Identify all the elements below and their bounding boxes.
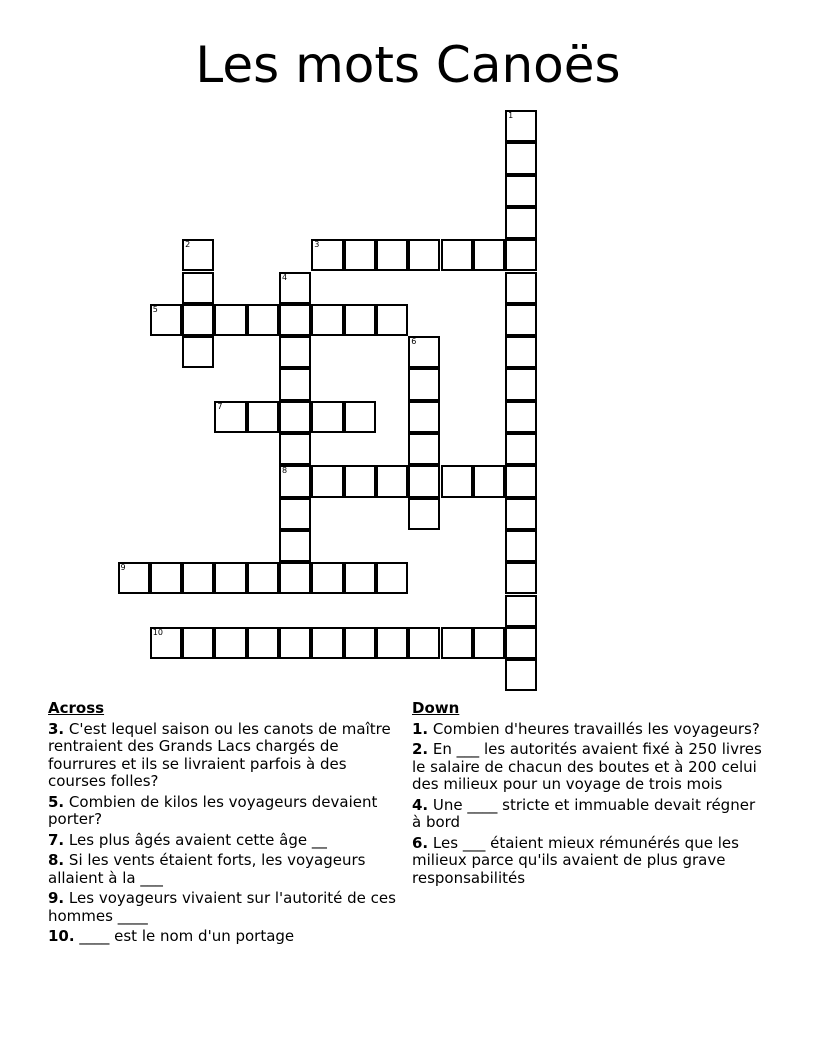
grid-cell[interactable] [441, 627, 473, 659]
clue-text: Les plus âgés avaient cette âge __ [68, 830, 327, 849]
grid-cell[interactable] [311, 562, 343, 594]
grid-cell[interactable] [473, 627, 505, 659]
grid-cell[interactable] [505, 498, 537, 530]
grid-cell[interactable] [247, 401, 279, 433]
grid-cell[interactable] [505, 530, 537, 562]
clue-number: 7. [48, 830, 65, 849]
clue-down-2 [412, 741, 762, 794]
clue-number-label: 4 [282, 272, 288, 282]
grid-cell[interactable] [182, 336, 214, 368]
across-heading: Across [48, 699, 105, 717]
clue-number-label: 10 [152, 627, 163, 637]
clue-number: 3. [48, 719, 65, 738]
grid-cell[interactable] [247, 627, 279, 659]
grid-cell[interactable] [408, 498, 440, 530]
clue-down-4 [412, 797, 762, 832]
clue-number-label: 6 [411, 337, 417, 347]
clue-down-1 [412, 721, 762, 739]
grid-cell[interactable] [344, 627, 376, 659]
clue-across-10 [48, 928, 400, 946]
grid-cell[interactable] [150, 627, 182, 659]
grid-cell[interactable] [214, 401, 246, 433]
grid-cell[interactable] [279, 498, 311, 530]
grid-cell[interactable] [376, 465, 408, 497]
grid-cell[interactable] [505, 627, 537, 659]
grid-cell[interactable] [247, 562, 279, 594]
grid-cell[interactable] [344, 304, 376, 336]
grid-cell[interactable] [279, 465, 311, 497]
clue-number: 4. [412, 795, 429, 814]
grid-cell[interactable] [408, 336, 440, 368]
grid-cell[interactable] [311, 239, 343, 271]
grid-cell[interactable] [279, 272, 311, 304]
grid-cell[interactable] [279, 368, 311, 400]
clue-across-7 [48, 832, 400, 850]
grid-cell[interactable] [118, 562, 150, 594]
grid-cell[interactable] [214, 627, 246, 659]
grid-cell[interactable] [311, 627, 343, 659]
clue-text: Les ___ étaient mieux rémunérés que les milieux parce qu'ils avaient de plus grave responsabilités [412, 833, 739, 887]
grid-cell[interactable] [279, 562, 311, 594]
grid-cell[interactable] [505, 465, 537, 497]
grid-cell[interactable] [247, 304, 279, 336]
grid-cell[interactable] [505, 368, 537, 400]
grid-cell[interactable] [376, 304, 408, 336]
grid-cell[interactable] [408, 627, 440, 659]
grid-cell[interactable] [279, 530, 311, 562]
clue-number: 9. [48, 889, 65, 907]
grid-cell[interactable] [408, 465, 440, 497]
grid-cell[interactable] [344, 465, 376, 497]
clue-text: ____ est le nom d'un portage [79, 927, 295, 945]
grid-cell[interactable] [279, 627, 311, 659]
clue-number: 8. [48, 851, 65, 869]
clue-number-label: 2 [185, 240, 191, 250]
clue-number-label: 9 [120, 563, 126, 573]
grid-cell[interactable] [279, 304, 311, 336]
grid-cell[interactable] [214, 562, 246, 594]
grid-cell[interactable] [408, 433, 440, 465]
grid-cell[interactable] [344, 401, 376, 433]
clue-text: Combien d'heures travaillés les voyageurs? [432, 719, 760, 738]
grid-cell[interactable] [311, 304, 343, 336]
clue-text: En ___ les autorités avaient fixé à 250 livres le salaire de chacun des boutes et à 200 celui des milieux pour un voyage de trois mois [412, 740, 762, 793]
grid-cell[interactable] [279, 433, 311, 465]
grid-cell[interactable] [344, 562, 376, 594]
grid-cell[interactable] [505, 272, 537, 304]
grid-cell[interactable] [441, 465, 473, 497]
grid-cell[interactable] [505, 175, 537, 207]
grid-cell[interactable] [505, 110, 537, 142]
puzzle-title: Les mots Canoës [195, 36, 621, 94]
grid-cell[interactable] [505, 433, 537, 465]
across-clue-list [48, 721, 400, 946]
grid-cell[interactable] [505, 401, 537, 433]
grid-cell[interactable] [182, 239, 214, 271]
clue-text: Les voyageurs vivaient sur l'autorité de ces hommes ____ [48, 889, 396, 925]
clue-number-label: 7 [217, 401, 223, 411]
grid-cell[interactable] [505, 304, 537, 336]
grid-cell[interactable] [441, 239, 473, 271]
grid-cell[interactable] [279, 336, 311, 368]
clue-text: Si les vents étaient forts, les voyageurs allaient à la ___ [48, 851, 366, 887]
across-clues [48, 700, 400, 949]
clue-number-label: 3 [314, 240, 320, 250]
grid-cell[interactable] [279, 401, 311, 433]
grid-cell[interactable] [505, 562, 537, 594]
grid-cell[interactable] [376, 562, 408, 594]
clue-across-9 [48, 890, 400, 925]
clue-text: C'est lequel saison ou les canots de maître rentraient des Grands Lacs chargés de fourrures et ils se livraient parfois à des courses folles? [48, 719, 391, 790]
grid-cell[interactable] [150, 562, 182, 594]
clue-number: 6. [412, 833, 429, 852]
grid-cell[interactable] [376, 627, 408, 659]
clue-number: 10. [48, 927, 75, 945]
clue-number: 1. [412, 719, 429, 738]
clue-text: Une ____ stricte et immuable devait régner à bord [412, 795, 756, 831]
grid-cell[interactable] [505, 336, 537, 368]
grid-cell[interactable] [311, 401, 343, 433]
grid-cell[interactable] [408, 368, 440, 400]
clue-down-6 [412, 835, 762, 888]
grid-cell[interactable] [311, 465, 343, 497]
clue-number-label: 1 [508, 111, 514, 120]
grid-cell[interactable] [505, 207, 537, 239]
grid-cell[interactable] [344, 239, 376, 271]
clue-number-label: 5 [152, 304, 158, 314]
grid-cell[interactable] [408, 401, 440, 433]
grid-cell[interactable] [182, 627, 214, 659]
grid-cell[interactable] [408, 239, 440, 271]
grid-cell[interactable] [505, 595, 537, 627]
grid-cell[interactable] [214, 304, 246, 336]
grid-cell[interactable] [505, 659, 537, 691]
grid-cell[interactable] [473, 465, 505, 497]
grid-cell[interactable] [150, 304, 182, 336]
grid-cell[interactable] [182, 562, 214, 594]
grid-cell[interactable] [182, 304, 214, 336]
clue-number: 5. [48, 792, 65, 811]
clue-text: Combien de kilos les voyageurs devaient porter? [48, 792, 378, 828]
grid-cell[interactable] [505, 239, 537, 271]
down-clue-list [412, 721, 762, 888]
clue-across-8 [48, 852, 400, 887]
down-clues [412, 700, 762, 890]
clue-across-3 [48, 721, 400, 791]
grid-cell[interactable] [505, 142, 537, 174]
clue-number-label: 8 [282, 466, 288, 476]
clue-across-5 [48, 794, 400, 829]
grid-cell[interactable] [376, 239, 408, 271]
grid-cell[interactable] [473, 239, 505, 271]
clue-number: 2. [412, 740, 429, 758]
down-heading: Down [412, 699, 460, 717]
grid-cell[interactable] [182, 272, 214, 304]
